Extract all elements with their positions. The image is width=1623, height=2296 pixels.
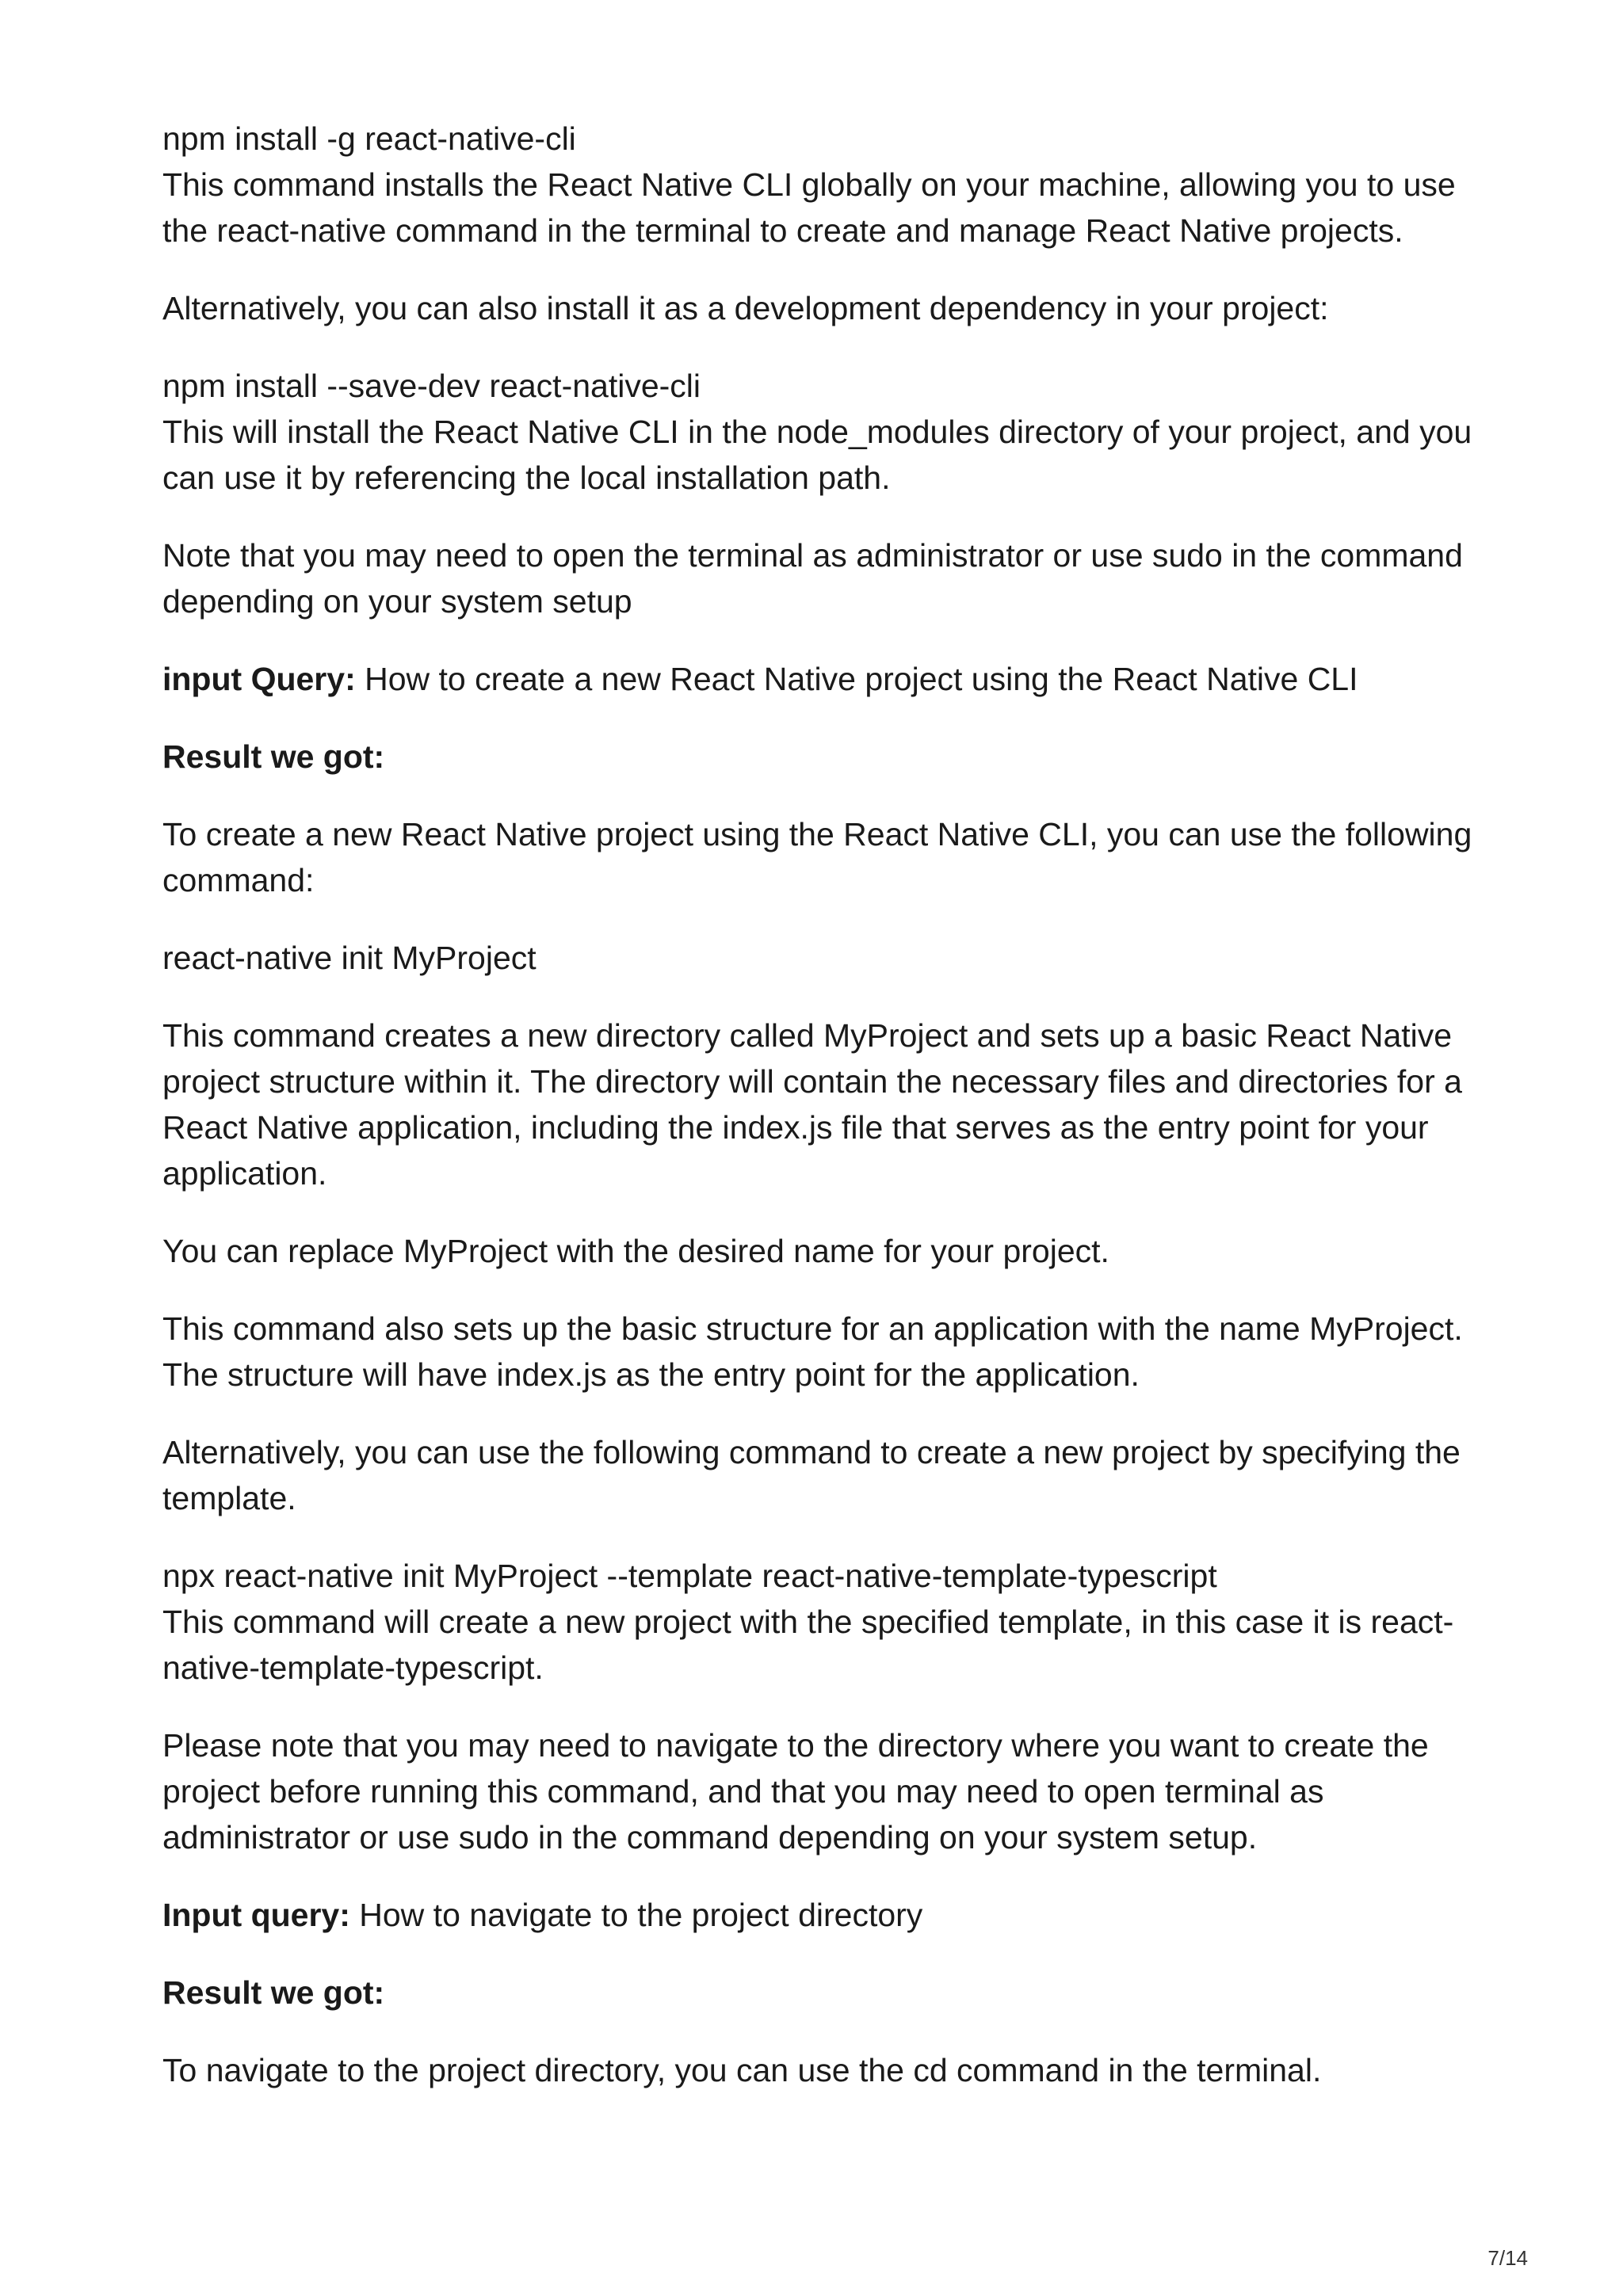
document-body [162, 116, 1494, 2125]
paragraph-admin-note: Note that you may need to open the terminal as administrator or use sudo in the command depending on your system setup [162, 537, 1463, 620]
paragraph-npm-dev [162, 363, 1494, 501]
paragraph-create-project: To create a new React Native project using the React Native CLI, you can use the following command: [162, 816, 1472, 898]
query-label: Input query: [162, 1897, 350, 1933]
query-text: How to navigate to the project directory [349, 1897, 923, 1933]
query-label: input Query: [162, 661, 356, 697]
paragraph-cd-command: To navigate to the project directory, you can use the cd command in the terminal. [162, 2052, 1322, 2088]
command-text: npx react-native init MyProject --template react-native-template-typescript [162, 1558, 1217, 1594]
paragraph-result-label-2 [162, 1970, 1494, 2016]
page-number: 7/14 [1487, 2246, 1528, 2270]
paragraph-alternative-install: Alternatively, you can also install it as a development dependency in your project: [162, 290, 1329, 326]
paragraph-npm-global [162, 116, 1494, 254]
paragraph-init-command: react-native init MyProject [162, 940, 537, 976]
paragraph-text: This command will create a new project with the specified template, in this case it is react-native-template-typescript. [162, 1604, 1454, 1686]
command-text: npm install -g react-native-cli [162, 120, 576, 157]
command-text: npm install --save-dev react-native-cli [162, 368, 701, 404]
paragraph-structure: This command also sets up the basic structure for an application with the name MyProject. The structure will have index.js as the entry point for the application. [162, 1310, 1463, 1393]
paragraph-result-label-1 [162, 734, 1494, 780]
paragraph-input-query-2 [162, 1892, 1494, 1938]
paragraph-init-explanation: This command creates a new directory called MyProject and sets up a basic React Native project structure within it. The directory will contain the necessary files and directories for a React Native application, including the index.js file that serves as the entry point for your application. [162, 1017, 1462, 1192]
paragraph-text: This command installs the React Native CLI globally on your machine, allowing you to use the react-native command in the terminal to create and manage React Native projects. [162, 166, 1456, 249]
paragraph-template-intro: Alternatively, you can use the following command to create a new project by specifying the template. [162, 1434, 1461, 1516]
result-label: Result we got: [162, 1974, 385, 2011]
paragraph-navigate-note: Please note that you may need to navigate to the directory where you want to create the project before running this command, and that you may need to open terminal as administrator or use sudo in the command depending on your system setup. [162, 1727, 1429, 1855]
result-label: Result we got: [162, 738, 385, 775]
paragraph-template-command [162, 1553, 1494, 1691]
query-text: How to create a new React Native project using the React Native CLI [355, 661, 1358, 697]
paragraph-text: This will install the React Native CLI in the node_modules directory of your project, and you can use it by referencing the local installation path. [162, 414, 1472, 496]
paragraph-replace-name: You can replace MyProject with the desired name for your project. [162, 1233, 1109, 1269]
paragraph-input-query-1 [162, 656, 1494, 702]
